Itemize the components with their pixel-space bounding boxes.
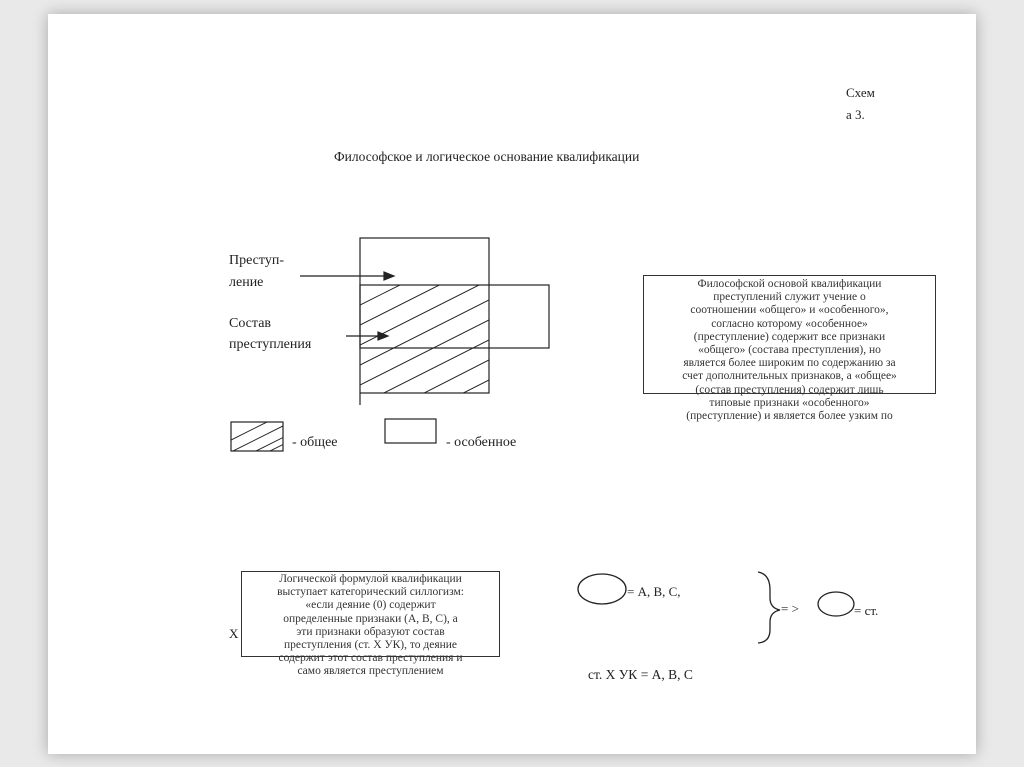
philosophy-line: преступлений служит учение о [713,291,866,304]
logic-line: преступления (ст. Х УК), то деяние [283,639,458,652]
philosophy-line: согласно которому «особенное» [711,317,868,330]
act-circle-2 [818,592,854,616]
circle1-formula: = А, В, С, [627,584,681,599]
philosophy-box [643,275,936,423]
philosophy-line: является более широким по содержанию за [683,357,896,370]
philosophy-line: «общего» (состава преступления), но [698,344,881,357]
logic-line: само является преступлением [297,665,444,678]
label-crime-line2: ление [229,275,264,290]
label-corpus-line1: Состав [229,316,272,331]
philosophy-line: Философской основой квалификации [697,278,882,290]
bottom-formula: ст. Х УК = А, В, С [588,667,693,682]
brace [758,572,780,643]
page-title: Философское и логическое основание квалификации [334,149,640,164]
philosophy-line: (состав преступления) содержит лишь [695,383,884,396]
logic-line: эти признаки образуют состав [296,625,445,638]
implies-sign: = > [781,601,799,616]
legend-common-label: - общее [292,435,338,450]
act-circle-1 [578,574,626,604]
logic-line: определенные признаки (А, В, С), а [283,612,458,625]
formula-x-label: Х [229,626,239,641]
label-corpus-line2: преступления [229,337,312,352]
arrow-crime [300,272,394,280]
circle2-formula: = ст. [854,603,879,618]
label-crime-line1: Преступ- [229,253,284,268]
philosophy-line: (преступление) и является более узким по [686,410,893,423]
schema-label-line1: Схем [846,85,875,100]
schema-label-line2: а 3. [846,107,865,122]
philosophy-line: счет дополнительных признаков, а «общее» [682,370,897,383]
legend-special-label: - особенное [446,435,517,450]
arrow-corpus [346,332,388,340]
philosophy-line: типовые признаки «особенного» [709,396,870,409]
philosophy-line: соотношении «общего» и «особенного», [690,304,889,317]
logic-box [241,571,500,678]
legend-special-box [385,419,436,443]
common-rect [360,285,549,348]
logic-line: содержит этот состав преступления и [278,652,463,665]
philosophy-line: (преступление) содержит все признаки [693,330,886,343]
logic-line: «если деяние (0) содержит [305,599,436,612]
logic-line: Логической формулой квалификации [279,573,462,585]
logic-line: выступает категорический силлогизм: [277,586,464,599]
